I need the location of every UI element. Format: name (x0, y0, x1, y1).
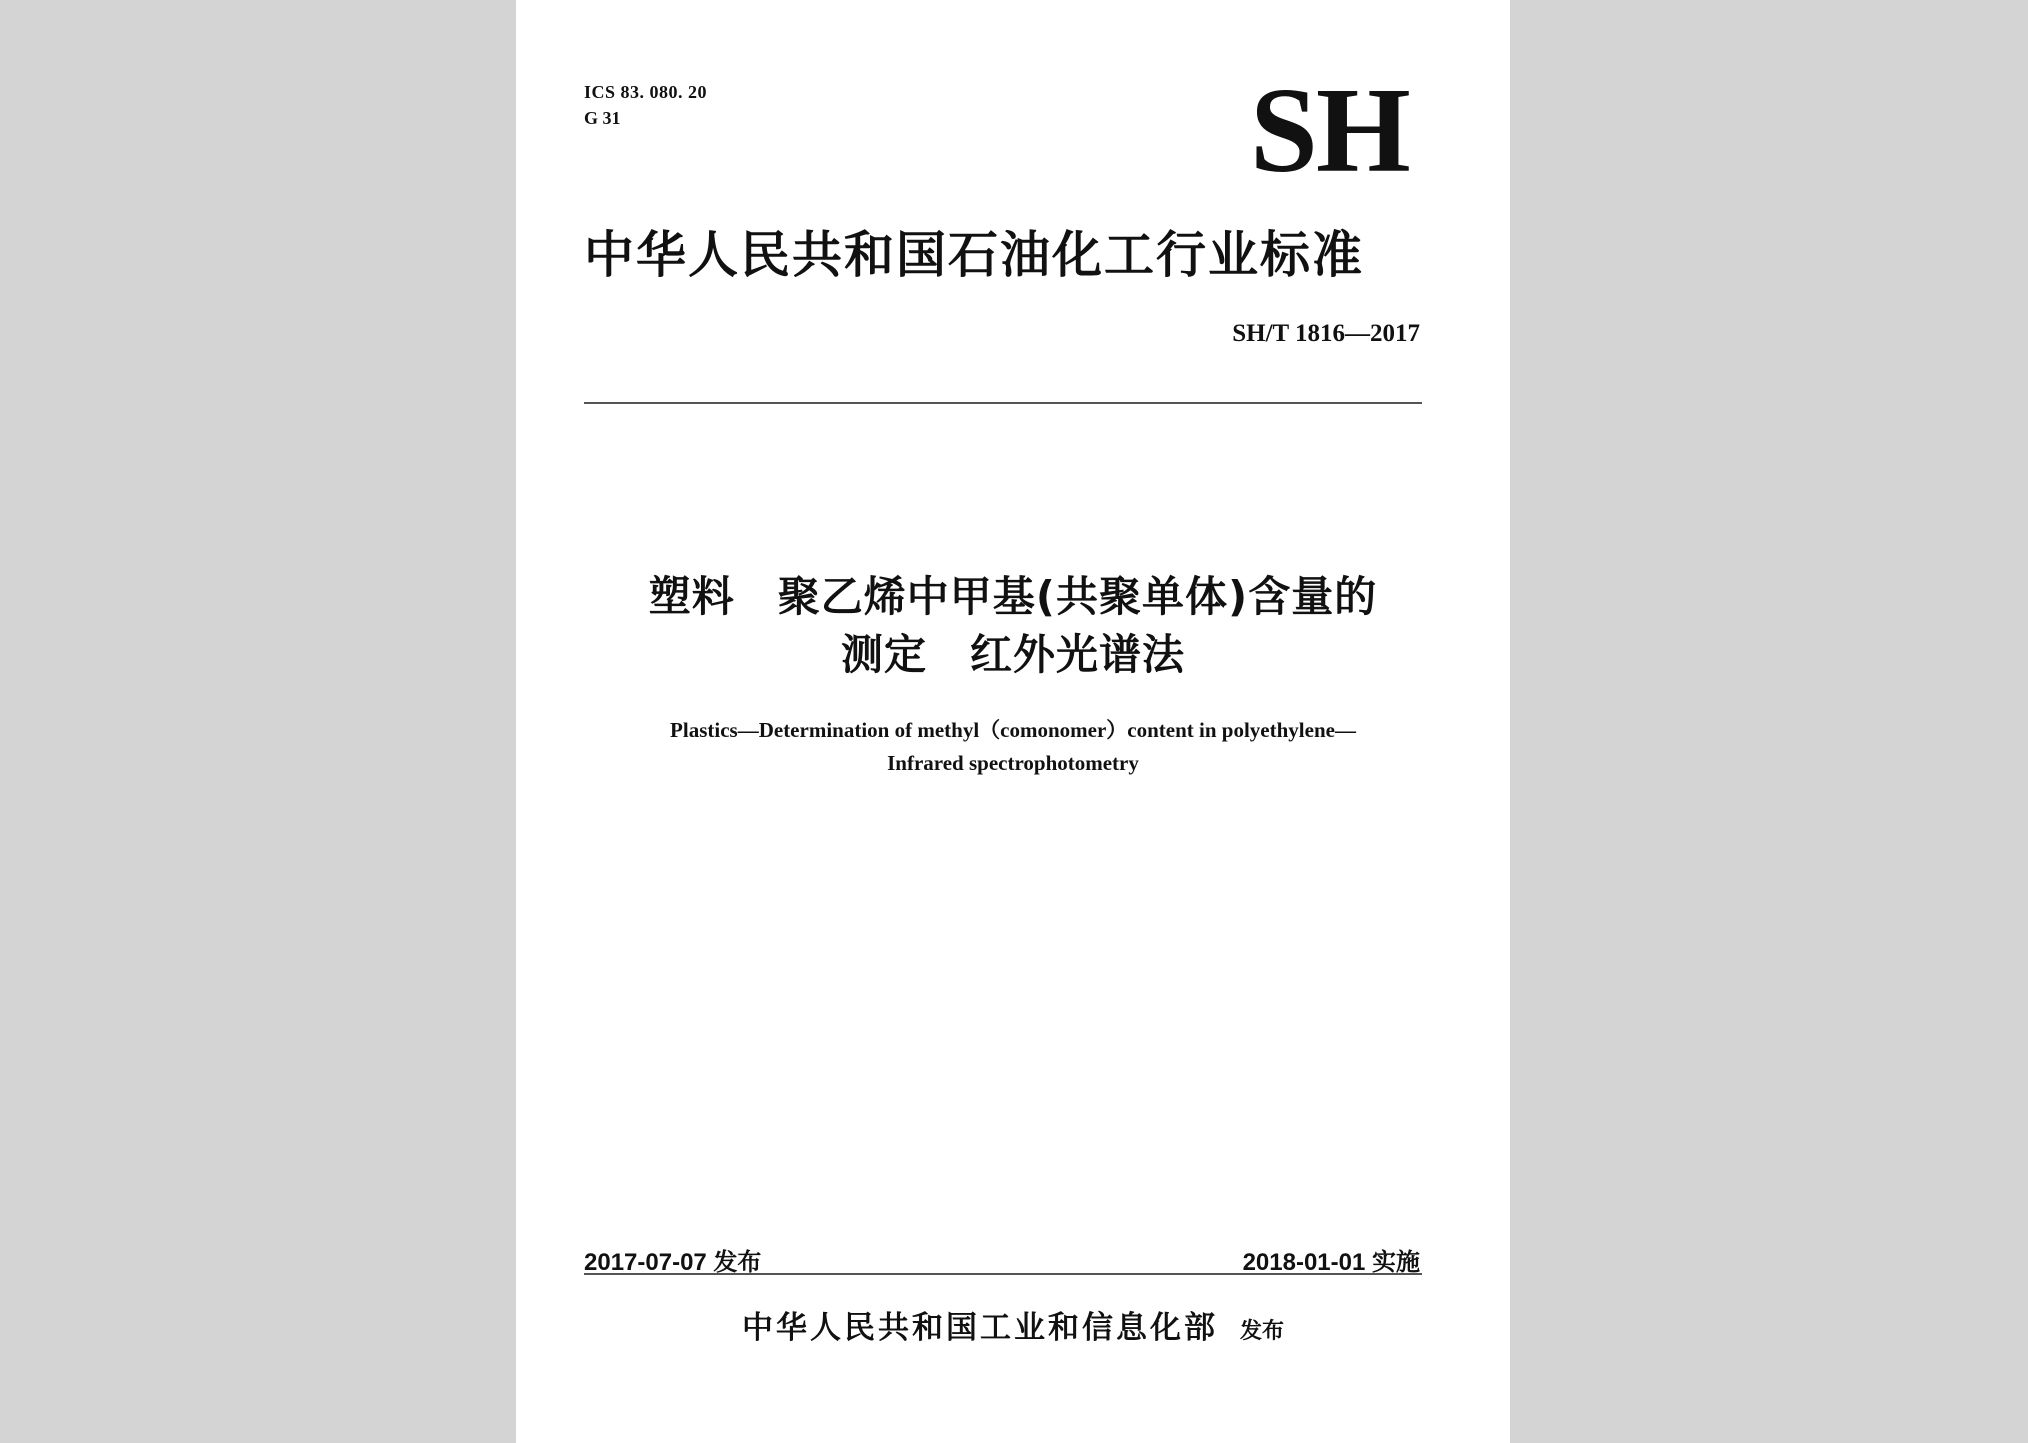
title-cn-line-1: 塑料 聚乙烯中甲基(共聚单体)含量的 (648, 572, 1378, 621)
title-en-line-1: Plastics—Determination of methyl（comonomer）content in polyethylene— (670, 718, 1356, 742)
sh-logo: SH (1250, 63, 1409, 198)
title-chinese (516, 568, 1510, 684)
standard-number: SH/T 1816—2017 (1232, 320, 1420, 347)
document-page (516, 0, 1510, 1443)
title-en-line-2: Infrared spectrophotometry (887, 751, 1139, 775)
publisher-name: 中华人民共和国工业和信息化部 (741, 1310, 1218, 1346)
title-cn-line-2: 测定 红外光谱法 (840, 630, 1185, 679)
publisher-line (516, 1302, 1510, 1347)
standard-category: 中华人民共和国石油化工行业标准 (584, 226, 1364, 284)
title-english (516, 714, 1510, 780)
ics-code: ICS 83. 080. 20 (584, 82, 708, 102)
issue-date: 2017-07-07 发布 (584, 1249, 762, 1276)
publisher-suffix: 发布 (1239, 1319, 1284, 1344)
classification-code: G 31 (584, 108, 621, 128)
bottom-divider (584, 1273, 1422, 1275)
top-divider (584, 402, 1422, 404)
implementation-date: 2018-01-01 实施 (1242, 1249, 1420, 1276)
